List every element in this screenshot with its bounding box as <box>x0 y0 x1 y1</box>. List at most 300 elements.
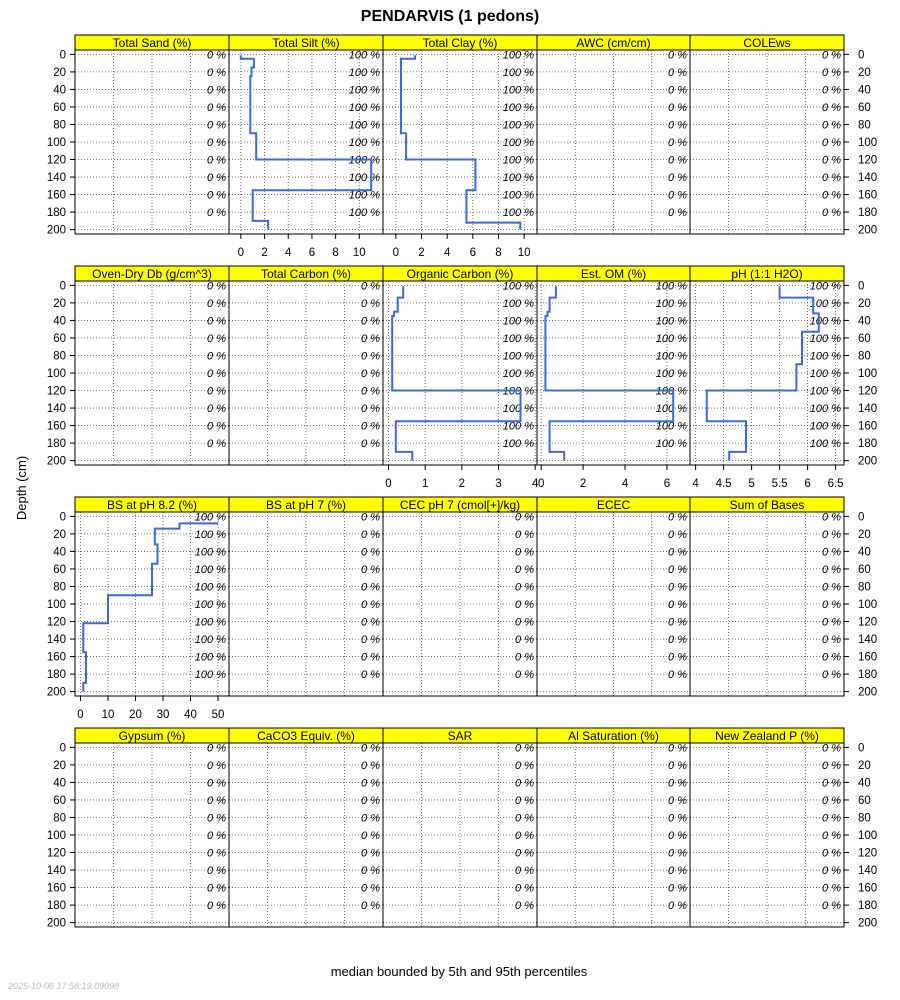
pct-label: 0 % <box>207 759 226 772</box>
y-tick-label-left: 120 <box>46 385 66 398</box>
pct-label: 100 % <box>809 297 841 310</box>
y-tick-label-left: 0 <box>59 511 66 524</box>
pct-label: 0 % <box>822 528 841 541</box>
panel-strip-label: Total Carbon (%) <box>260 267 352 281</box>
y-tick-label-right: 100 <box>858 368 878 380</box>
pct-label: 0 % <box>668 616 687 629</box>
pct-label: 0 % <box>361 528 380 541</box>
panel-strip-label: Total Silt (%) <box>272 36 340 50</box>
pct-label: 100 % <box>348 119 380 132</box>
pct-label: 100 % <box>809 315 841 328</box>
pct-label: 0 % <box>822 49 841 62</box>
x-tick-label: 2 <box>579 478 587 490</box>
pct-label: 0 % <box>515 528 534 541</box>
pct-label: 100 % <box>502 101 534 114</box>
y-tick-label-left: 160 <box>46 189 66 202</box>
pct-label: 0 % <box>822 581 841 594</box>
panel <box>690 266 844 490</box>
x-tick-label: 5 <box>748 478 755 490</box>
pct-label: 100 % <box>502 154 534 167</box>
median-line <box>392 286 520 460</box>
y-tick-label-left: 100 <box>46 599 66 611</box>
y-tick-label-left: 160 <box>46 651 66 664</box>
pct-label: 100 % <box>502 385 534 398</box>
pct-label: 0 % <box>207 830 226 842</box>
pct-label: 100 % <box>655 438 687 451</box>
pct-label: 0 % <box>668 847 687 860</box>
pct-label: 0 % <box>361 332 380 345</box>
pct-label: 0 % <box>822 137 841 149</box>
y-tick-label-left: 80 <box>53 812 66 825</box>
pct-label: 0 % <box>207 420 226 433</box>
pct-label: 0 % <box>668 742 687 755</box>
pct-label: 100 % <box>194 634 226 647</box>
panel-strip-label: Total Sand (%) <box>112 36 192 50</box>
y-tick-label-left: 20 <box>53 528 66 541</box>
x-tick-label: 10 <box>101 709 115 721</box>
y-tick-label-left: 40 <box>53 84 66 97</box>
pct-label: 100 % <box>502 350 534 363</box>
pct-label: 0 % <box>207 137 226 149</box>
panel-strip-label: Organic Carbon (%) <box>406 267 514 281</box>
y-tick-label-right: 160 <box>858 420 878 433</box>
pct-label: 0 % <box>207 66 226 79</box>
x-tick-label: 10 <box>517 247 531 259</box>
pct-label: 0 % <box>515 742 534 755</box>
pct-label: 100 % <box>502 403 534 416</box>
pct-label: 100 % <box>655 280 687 293</box>
pct-label: 100 % <box>655 297 687 310</box>
y-tick-label-left: 60 <box>53 794 66 807</box>
panel <box>690 728 844 927</box>
pct-label: 0 % <box>822 546 841 559</box>
panel <box>383 728 537 927</box>
pct-label: 0 % <box>822 830 841 842</box>
pct-label: 0 % <box>207 900 226 913</box>
pct-label: 0 % <box>361 368 380 380</box>
x-tick-label: 6 <box>308 247 316 259</box>
y-tick-label-left: 100 <box>46 137 66 149</box>
panel-strip-label: pH (1:1 H2O) <box>731 267 803 281</box>
y-tick-label-right: 40 <box>858 777 871 790</box>
pct-label: 0 % <box>361 511 380 524</box>
pct-label: 0 % <box>822 759 841 772</box>
pct-label: 0 % <box>822 172 841 185</box>
panel <box>537 35 690 234</box>
pct-label: 0 % <box>668 812 687 825</box>
panel <box>383 266 539 490</box>
pct-label: 0 % <box>207 882 226 895</box>
pct-label: 100 % <box>348 84 380 97</box>
y-tick-label-right: 60 <box>858 563 871 576</box>
y-tick-label-right: 60 <box>858 332 871 345</box>
pct-label: 100 % <box>194 669 226 682</box>
panel-strip-label: Gypsum (%) <box>118 729 186 743</box>
pct-label: 0 % <box>361 563 380 576</box>
pct-label: 100 % <box>502 280 534 293</box>
y-tick-label-right: 100 <box>858 137 878 149</box>
panel-strip-label: Est. OM (%) <box>580 267 647 281</box>
pct-label: 0 % <box>515 651 534 664</box>
pct-label: 100 % <box>809 403 841 416</box>
pct-label: 0 % <box>207 385 226 398</box>
pct-label: 0 % <box>515 599 534 611</box>
pct-label: 100 % <box>809 420 841 433</box>
x-tick-label: 8 <box>332 247 339 259</box>
y-axis-label: Depth (cm) <box>14 455 29 521</box>
pct-label: 0 % <box>668 546 687 559</box>
y-tick-label-right: 40 <box>858 84 871 97</box>
panel <box>75 728 229 927</box>
x-tick-label: 4 <box>443 247 451 259</box>
pct-label: 0 % <box>515 830 534 842</box>
y-tick-label-left: 40 <box>53 546 66 559</box>
pct-label: 0 % <box>668 669 687 682</box>
y-tick-label-right: 120 <box>858 616 878 629</box>
pct-label: 0 % <box>668 189 687 202</box>
pct-label: 0 % <box>361 900 380 913</box>
panel <box>75 35 229 234</box>
pct-label: 100 % <box>809 350 841 363</box>
x-tick-label: 3 <box>495 478 502 490</box>
y-tick-label-left: 40 <box>53 777 66 790</box>
pct-label: 0 % <box>361 438 380 451</box>
y-tick-label-left: 60 <box>53 563 66 576</box>
y-tick-label-right: 80 <box>858 119 871 132</box>
y-tick-label-right: 160 <box>858 189 878 202</box>
pct-label: 0 % <box>361 742 380 755</box>
y-tick-label-left: 100 <box>46 830 66 842</box>
y-tick-label-right: 180 <box>858 207 878 220</box>
y-tick-label-left: 140 <box>46 172 66 185</box>
y-tick-label-right: 80 <box>858 812 871 825</box>
y-tick-label-right: 20 <box>858 759 871 772</box>
pct-label: 100 % <box>655 403 687 416</box>
y-tick-label-left: 180 <box>46 900 66 913</box>
pct-label: 0 % <box>822 189 841 202</box>
pct-label: 100 % <box>502 207 534 220</box>
pct-label: 0 % <box>822 634 841 647</box>
pct-label: 100 % <box>502 119 534 132</box>
pct-label: 0 % <box>207 119 226 132</box>
panel-strip-label: Sum of Bases <box>729 498 805 512</box>
x-tick-label: 4 <box>621 478 629 490</box>
y-tick-label-left: 120 <box>46 847 66 860</box>
pct-label: 0 % <box>668 759 687 772</box>
x-tick-label: 6 <box>469 247 477 259</box>
pct-label: 100 % <box>655 420 687 433</box>
pct-label: 0 % <box>361 651 380 664</box>
pct-label: 100 % <box>809 332 841 345</box>
pct-label: 0 % <box>361 297 380 310</box>
pct-label: 100 % <box>194 651 226 664</box>
pct-label: 0 % <box>515 511 534 524</box>
panel <box>229 35 383 259</box>
x-tick-label: 2 <box>418 247 425 259</box>
pct-label: 0 % <box>361 830 380 842</box>
pct-label: 100 % <box>655 332 687 345</box>
panel-strip-label: COLEws <box>743 36 791 50</box>
y-tick-label-right: 80 <box>858 350 871 363</box>
panel <box>75 497 229 721</box>
pct-label: 100 % <box>502 84 534 97</box>
y-tick-label-right: 40 <box>858 315 871 328</box>
pct-label: 0 % <box>822 777 841 790</box>
y-tick-label-right: 160 <box>858 651 878 664</box>
y-tick-label-right: 120 <box>858 847 878 860</box>
pct-label: 0 % <box>207 742 226 755</box>
pct-label: 0 % <box>361 794 380 807</box>
panel-strip-label: CEC pH 7 (cmol[+]/kg) <box>399 498 521 512</box>
pct-label: 0 % <box>207 189 226 202</box>
pct-label: 0 % <box>668 794 687 807</box>
pct-label: 100 % <box>502 297 534 310</box>
y-tick-label-left: 60 <box>53 332 66 345</box>
pct-label: 0 % <box>361 616 380 629</box>
pct-label: 100 % <box>655 368 687 380</box>
y-tick-label-right: 0 <box>858 742 865 755</box>
x-tick-label: 4 <box>531 478 539 490</box>
pct-label: 0 % <box>361 403 380 416</box>
pct-label: 0 % <box>668 651 687 664</box>
y-tick-label-right: 180 <box>858 669 878 682</box>
pct-label: 100 % <box>348 207 380 220</box>
pct-label: 100 % <box>502 137 534 149</box>
y-tick-label-left: 200 <box>46 917 66 930</box>
pct-label: 0 % <box>361 581 380 594</box>
pct-label: 0 % <box>668 137 687 149</box>
x-tick-label: 50 <box>211 709 225 721</box>
pct-label: 0 % <box>361 759 380 772</box>
pct-label: 0 % <box>668 830 687 842</box>
y-tick-label-right: 200 <box>858 686 878 699</box>
x-tick-label: 0 <box>392 247 400 259</box>
pct-label: 0 % <box>207 403 226 416</box>
pct-label: 0 % <box>207 368 226 380</box>
pct-label: 0 % <box>207 812 226 825</box>
pct-label: 100 % <box>502 315 534 328</box>
pct-label: 100 % <box>348 137 380 149</box>
pct-label: 0 % <box>822 900 841 913</box>
pct-label: 0 % <box>668 900 687 913</box>
panel-strip-label: CaCO3 Equiv. (%) <box>257 729 355 743</box>
pct-label: 0 % <box>668 84 687 97</box>
y-tick-label-right: 120 <box>858 385 878 398</box>
y-tick-label-right: 60 <box>858 794 871 807</box>
y-tick-label-right: 200 <box>858 917 878 930</box>
x-tick-label: 4.5 <box>715 478 732 490</box>
y-tick-label-left: 0 <box>59 49 66 62</box>
pct-label: 0 % <box>515 563 534 576</box>
pct-label: 100 % <box>502 438 534 451</box>
pct-label: 0 % <box>822 742 841 755</box>
x-tick-label: 0 <box>77 709 84 721</box>
pct-label: 100 % <box>194 563 226 576</box>
y-tick-label-left: 80 <box>53 350 66 363</box>
pct-label: 100 % <box>655 315 687 328</box>
pct-label: 0 % <box>515 759 534 772</box>
pct-label: 0 % <box>822 865 841 878</box>
y-tick-label-right: 180 <box>858 438 878 451</box>
x-tick-label: 6 <box>804 478 811 490</box>
panel-strip-label: Total Clay (%) <box>422 36 498 50</box>
y-tick-label-right: 120 <box>858 154 878 167</box>
pct-label: 0 % <box>822 101 841 114</box>
y-tick-label-right: 20 <box>858 528 871 541</box>
pct-label: 0 % <box>207 438 226 451</box>
y-tick-label-right: 140 <box>858 403 878 416</box>
y-tick-label-left: 160 <box>46 882 66 895</box>
pct-label: 0 % <box>822 66 841 79</box>
x-tick-label: 0 <box>537 478 545 490</box>
pct-label: 0 % <box>207 172 226 185</box>
x-tick-label: 0 <box>237 247 245 259</box>
panel-strip-label: BS at pH 7 (%) <box>265 498 347 512</box>
y-tick-label-right: 20 <box>858 297 871 310</box>
y-tick-label-right: 140 <box>858 634 878 647</box>
y-tick-label-right: 0 <box>858 511 865 524</box>
y-tick-label-right: 100 <box>858 830 878 842</box>
pct-label: 0 % <box>207 794 226 807</box>
pct-label: 100 % <box>502 66 534 79</box>
pct-label: 0 % <box>515 616 534 629</box>
y-tick-label-left: 120 <box>46 616 66 629</box>
x-tick-label: 2 <box>458 478 466 490</box>
pct-label: 0 % <box>515 546 534 559</box>
x-tick-label: 40 <box>184 709 197 721</box>
panel <box>690 35 844 234</box>
y-tick-label-left: 0 <box>59 742 66 755</box>
pct-label: 0 % <box>515 847 534 860</box>
panels-layer <box>47 35 877 930</box>
pct-label: 100 % <box>194 511 226 524</box>
pct-label: 0 % <box>822 599 841 611</box>
pct-label: 100 % <box>348 101 380 114</box>
pct-label: 0 % <box>822 669 841 682</box>
x-tick-label: 10 <box>352 247 366 259</box>
pct-label: 100 % <box>502 172 534 185</box>
y-tick-label-right: 40 <box>858 546 871 559</box>
y-tick-label-right: 160 <box>858 882 878 895</box>
pct-label: 0 % <box>207 865 226 878</box>
pct-label: 0 % <box>515 882 534 895</box>
panel <box>229 728 383 927</box>
x-tick-label: 30 <box>156 709 170 721</box>
pct-label: 0 % <box>822 812 841 825</box>
pct-label: 100 % <box>502 420 534 433</box>
pct-label: 0 % <box>515 777 534 790</box>
x-tick-label: 1 <box>421 478 429 490</box>
pct-label: 0 % <box>822 794 841 807</box>
panel <box>537 728 690 927</box>
pct-label: 0 % <box>361 385 380 398</box>
y-tick-label-right: 20 <box>858 66 871 79</box>
pct-label: 0 % <box>822 882 841 895</box>
y-tick-label-left: 180 <box>46 669 66 682</box>
timestamp-label: 2025-10-08 17:58:19.09098 <box>8 981 120 991</box>
pct-label: 0 % <box>207 280 226 293</box>
panel-strip-label: BS at pH 8.2 (%) <box>106 498 198 512</box>
y-tick-label-left: 180 <box>46 207 66 220</box>
pct-label: 100 % <box>502 49 534 62</box>
pct-label: 100 % <box>655 385 687 398</box>
pct-label: 0 % <box>361 812 380 825</box>
panel-strip-label: Al Saturation (%) <box>568 729 659 743</box>
y-tick-label-left: 140 <box>46 865 66 878</box>
pct-label: 0 % <box>668 882 687 895</box>
pct-label: 0 % <box>515 669 534 682</box>
pct-label: 100 % <box>502 368 534 380</box>
x-tick-label: 6 <box>663 478 671 490</box>
x-tick-label: 8 <box>495 247 502 259</box>
pct-label: 0 % <box>515 812 534 825</box>
pct-label: 0 % <box>207 84 226 97</box>
pct-label: 100 % <box>348 49 380 62</box>
pct-label: 0 % <box>668 119 687 132</box>
pct-label: 100 % <box>809 438 841 451</box>
pct-label: 100 % <box>348 189 380 202</box>
pct-label: 100 % <box>502 332 534 345</box>
panel-strip-label: AWC (cm/cm) <box>576 36 651 50</box>
x-tick-label: 4 <box>285 247 292 259</box>
pct-label: 0 % <box>361 546 380 559</box>
x-tick-label: 4 <box>692 478 699 490</box>
x-tick-label: 2 <box>261 247 268 259</box>
panel <box>537 497 690 696</box>
y-tick-label-left: 180 <box>46 438 66 451</box>
pct-label: 0 % <box>822 511 841 524</box>
y-tick-label-right: 100 <box>858 599 878 611</box>
pct-label: 100 % <box>194 528 226 541</box>
pct-label: 0 % <box>668 66 687 79</box>
pct-label: 0 % <box>207 315 226 328</box>
y-tick-label-left: 0 <box>59 280 66 293</box>
pct-label: 0 % <box>207 297 226 310</box>
pct-label: 0 % <box>515 900 534 913</box>
y-tick-label-right: 0 <box>858 49 865 62</box>
pct-label: 0 % <box>361 634 380 647</box>
pct-label: 0 % <box>515 634 534 647</box>
pct-label: 100 % <box>348 154 380 167</box>
pct-label: 0 % <box>207 332 226 345</box>
y-tick-label-left: 20 <box>53 297 66 310</box>
panel <box>229 497 383 696</box>
pct-label: 0 % <box>822 563 841 576</box>
pct-label: 0 % <box>515 865 534 878</box>
pct-label: 0 % <box>668 865 687 878</box>
y-tick-label-left: 80 <box>53 581 66 594</box>
pct-label: 0 % <box>668 207 687 220</box>
pct-label: 0 % <box>207 777 226 790</box>
pct-label: 100 % <box>502 189 534 202</box>
panel-strip-label: Oven-Dry Db (g/cm^3) <box>92 267 212 281</box>
pct-label: 100 % <box>194 616 226 629</box>
median-line <box>545 286 673 460</box>
pct-label: 100 % <box>348 172 380 185</box>
x-tick-label: 20 <box>129 709 142 721</box>
pct-label: 0 % <box>668 528 687 541</box>
pct-label: 0 % <box>207 207 226 220</box>
pct-label: 0 % <box>207 154 226 167</box>
pct-label: 0 % <box>361 865 380 878</box>
pct-label: 0 % <box>361 280 380 293</box>
panel <box>383 35 537 259</box>
pct-label: 100 % <box>809 280 841 293</box>
y-tick-label-left: 160 <box>46 420 66 433</box>
chart-title: PENDARVIS (1 pedons) <box>360 8 540 25</box>
y-tick-label-right: 180 <box>858 900 878 913</box>
pct-label: 0 % <box>361 420 380 433</box>
